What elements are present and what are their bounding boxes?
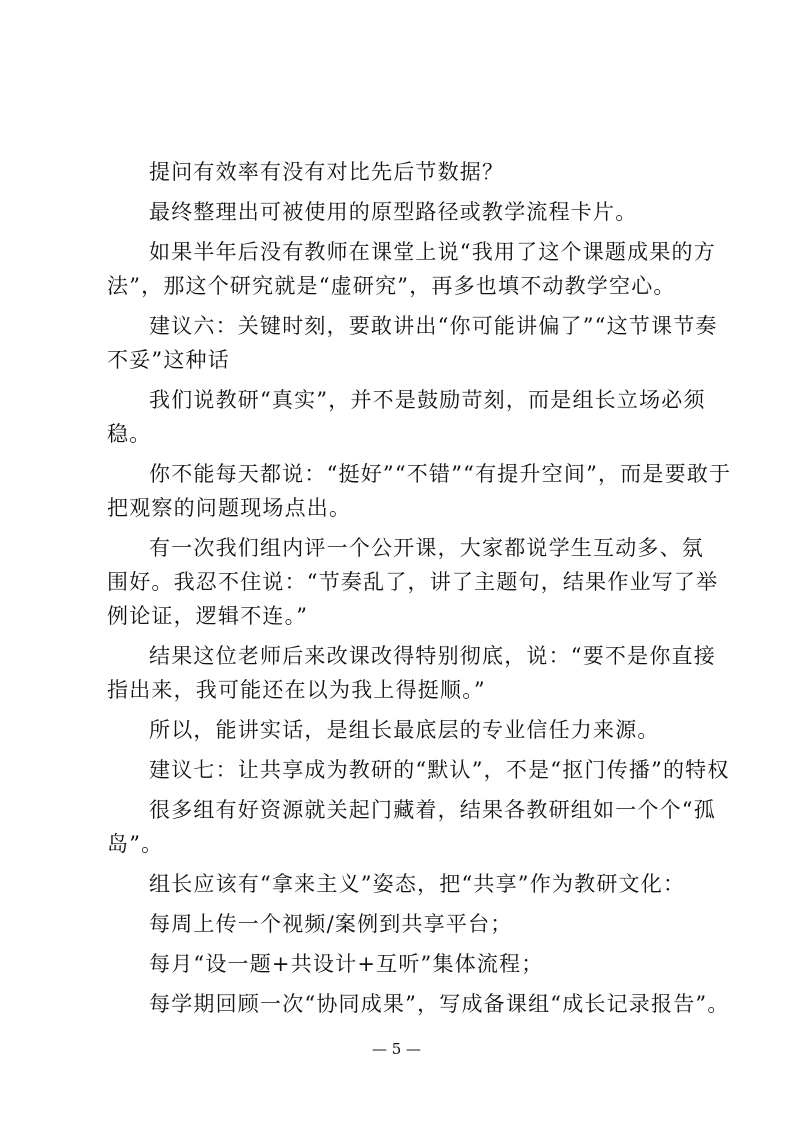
body-line: 最终整理出可被使用的原型路径或教学流程卡片。 [149, 200, 638, 224]
list-item: 每学期回顾一次“协同成果”，写成备课组“成长记录报告”。 [149, 992, 730, 1016]
body-line: 指出来，我可能还在以为我上得挺顺。” [107, 678, 486, 702]
body-line: 组长应该有“拿来主义”姿态，把“共享”作为教研文化： [149, 872, 686, 896]
body-line: 所以，能讲实话，是组长最底层的专业信任力来源。 [149, 718, 660, 742]
body-line: 提问有效率有没有对比先后节数据？ [149, 160, 505, 184]
body-line: 岛”。 [107, 832, 164, 856]
section-heading-line: 建议七：让共享成为教研的“默认”，不是“抠门传播”的特权 [149, 758, 730, 782]
body-line: 例论证，逻辑不连。” [107, 604, 309, 628]
body-line: 我们说教研“真实”，并不是鼓励苛刻，而是组长立场必须 [149, 388, 706, 412]
body-line: 稳。 [107, 422, 152, 446]
body-line: 围好。我忍不住说：“节奏乱了，讲了主题句，结果作业写了举 [107, 570, 719, 594]
body-line: 把观察的问题现场点出。 [107, 496, 352, 520]
body-line: 如果半年后没有教师在课堂上说“我用了这个课题成果的方 [149, 240, 716, 264]
body-line: 很多组有好资源就关起门藏着，结果各教研组如一个个“孤 [149, 798, 716, 822]
section-heading-line: 不妥”这种话 [107, 348, 230, 372]
body-line: 法”，那这个研究就是“虚研究”，再多也填不动教学空心。 [107, 274, 676, 298]
page-number: — 5 — [371, 1040, 422, 1058]
section-heading-line: 建议六：关键时刻，要敢讲出“你可能讲偏了”“这节课节奏 [149, 314, 718, 338]
list-item: 每月“设一题+共设计+互听”集体流程； [149, 952, 544, 976]
list-item: 每周上传一个视频/案例到共享平台； [149, 912, 513, 936]
body-line: 你不能每天都说：“挺好”“不错”“有提升空间”，而是要敢于 [149, 462, 732, 486]
body-line: 结果这位老师后来改课改得特别彻底，说：“要不是你直接 [149, 644, 716, 668]
body-line: 有一次我们组内评一个公开课，大家都说学生互动多、氛 [149, 536, 704, 560]
